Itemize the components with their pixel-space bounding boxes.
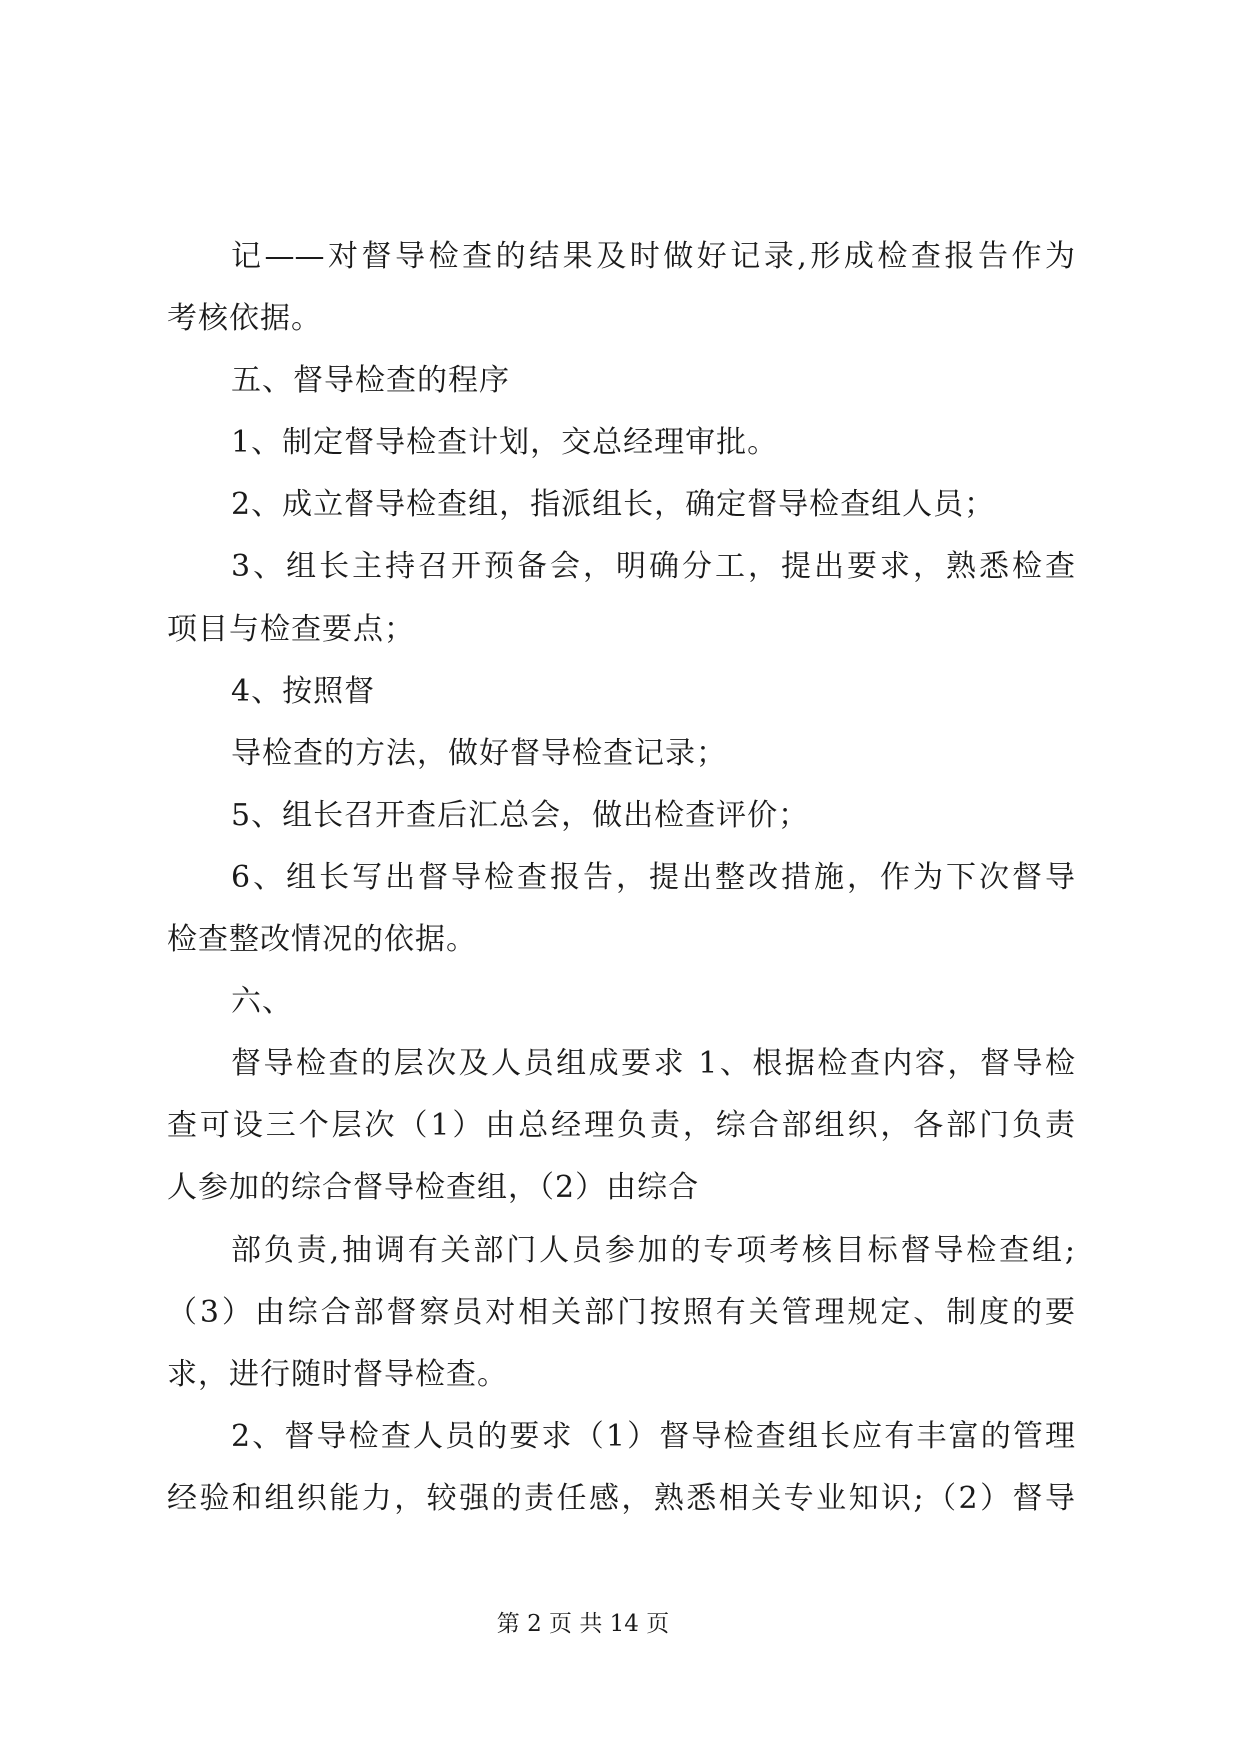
text-line: 记——对督导检查的结果及时做好记录,形成检查报告作为 <box>231 239 1075 274</box>
document-body <box>167 226 1075 1530</box>
text-line: 项目与检查要点； <box>167 611 415 647</box>
section-heading: 五、督导检查的程序 <box>231 363 510 399</box>
list-item: 4、按照督 <box>231 673 376 709</box>
text-line: 督导检查的层次及人员组成要求 1、根据检查内容，督导检 <box>231 1046 1075 1082</box>
text-line: （3）由综合部督察员对相关部门按照有关管理规定、制度的要 <box>167 1294 1075 1330</box>
page-footer: 第 2 页 共 14 页 <box>496 1611 670 1637</box>
text-line: 求，进行随时督导检查。 <box>167 1356 508 1392</box>
list-item: 2、成立督导检查组，指派组长，确定督导检查组人员； <box>231 487 996 523</box>
list-item: 2、督导检查人员的要求（1）督导检查组长应有丰富的管理 <box>231 1418 1075 1454</box>
text-line: 人参加的综合督导检查组，（2）由综合 <box>167 1170 700 1206</box>
list-item: 1、制定督导检查计划，交总经理审批。 <box>231 425 779 461</box>
list-item: 5、组长召开查后汇总会，做出检查评价； <box>231 797 810 833</box>
list-item: 3、组长主持召开预备会，明确分工，提出要求，熟悉检查 <box>231 549 1075 585</box>
text-line: 部负责,抽调有关部门人员参加的专项考核目标督导检查组; <box>231 1232 1075 1268</box>
text-line: 导检查的方法，做好督导检查记录； <box>231 735 727 771</box>
text-line: 考核依据。 <box>167 301 322 337</box>
text-line: 检查整改情况的依据。 <box>167 922 477 958</box>
text-line: 经验和组织能力，较强的责任感，熟悉相关专业知识;（2）督导 <box>167 1480 1075 1516</box>
list-item: 6、组长写出督导检查报告，提出整改措施，作为下次督导 <box>231 859 1075 895</box>
section-heading: 六、 <box>231 984 293 1020</box>
text-line: 查可设三个层次（1）由总经理负责，综合部组织，各部门负责 <box>167 1108 1075 1144</box>
